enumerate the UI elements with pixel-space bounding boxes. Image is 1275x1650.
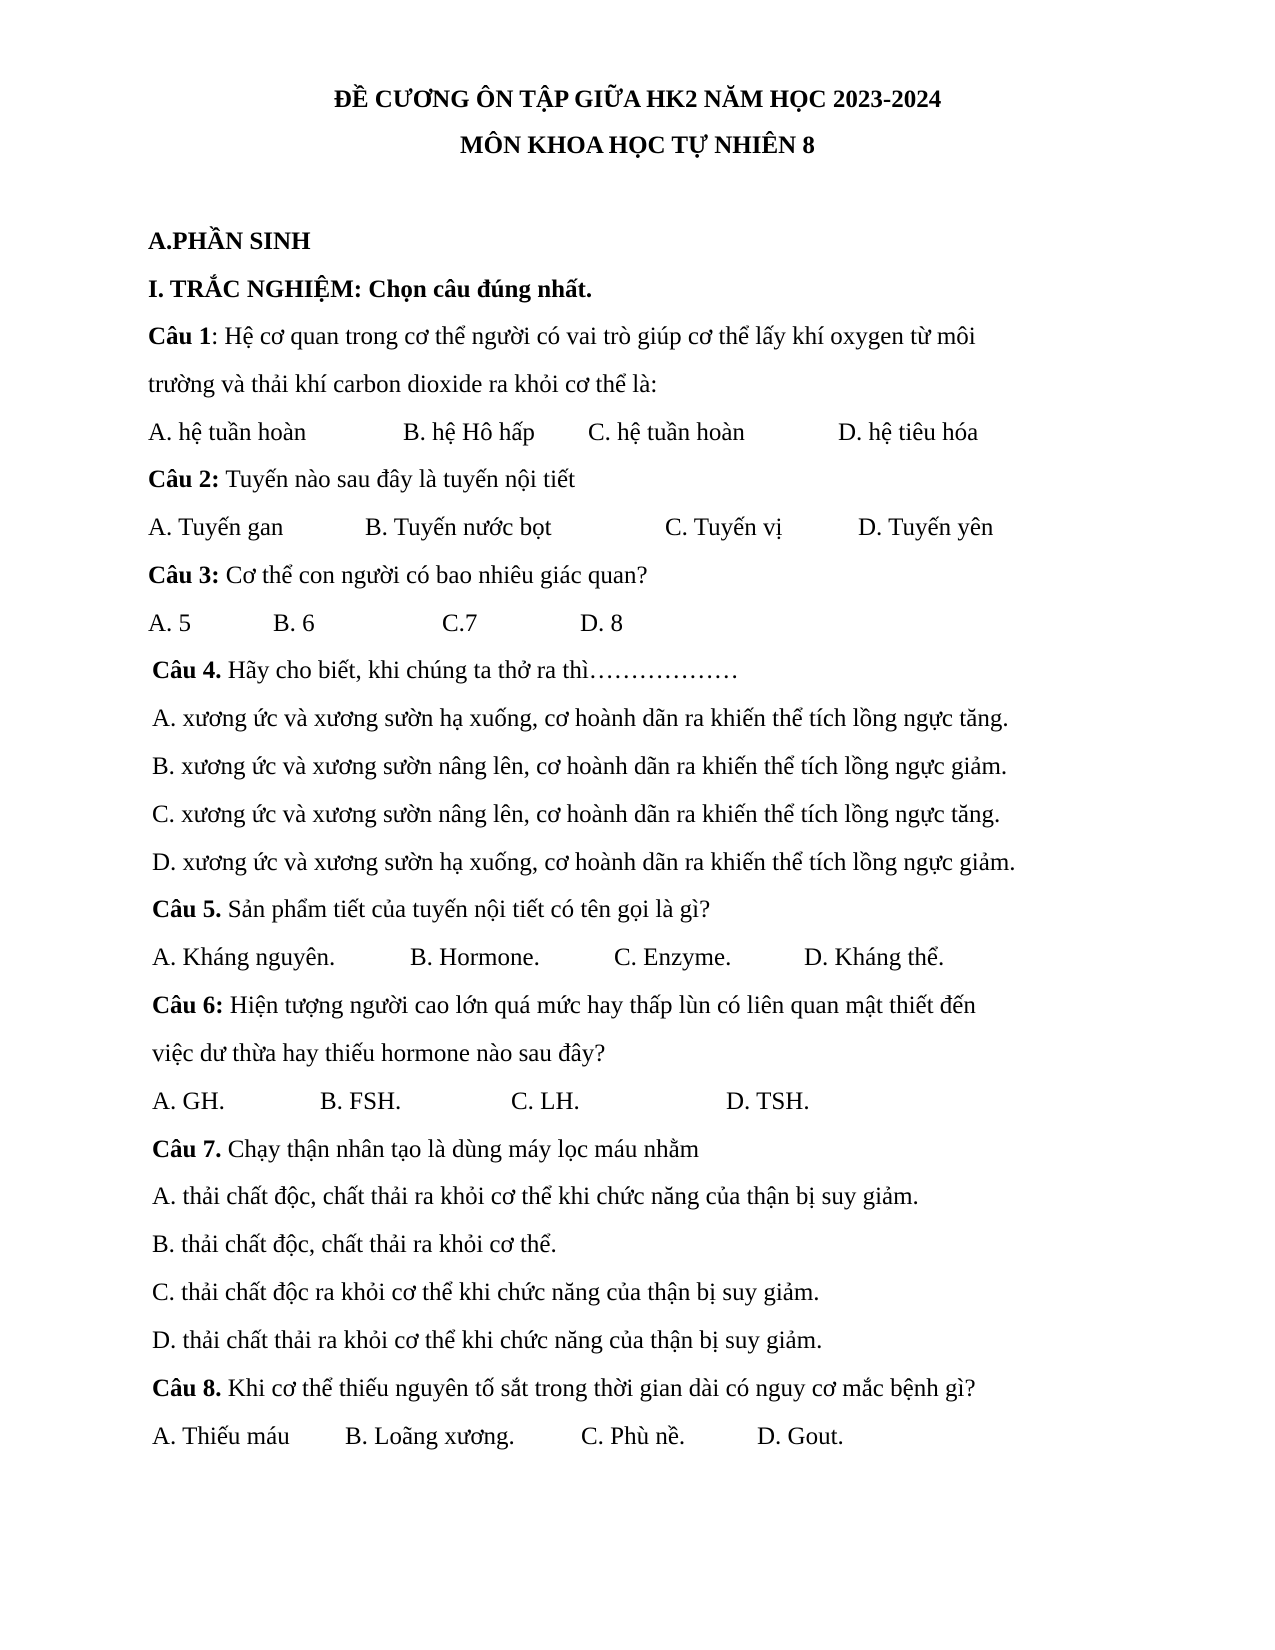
answer-option: B. thải chất độc, chất thải ra khỏi cơ thể. — [152, 1231, 557, 1258]
answer-option: D. hệ tiêu hóa — [838, 419, 979, 446]
question-4 — [152, 656, 739, 686]
answer-option: A. Kháng nguyên. — [152, 944, 336, 971]
question-label: Câu 1 — [148, 323, 212, 350]
question-text: Tuyến nào sau đây là tuyến nội tiết — [219, 466, 576, 493]
subsection-heading — [148, 275, 592, 305]
question-text: : Hệ cơ quan trong cơ thể người có vai trò giúp cơ thể lấy khí oxygen từ môi — [211, 323, 976, 350]
answer-option: D. Kháng thể. — [804, 944, 945, 971]
question-1 — [148, 322, 976, 352]
question-6 — [152, 991, 976, 1021]
question-label: Câu 2: — [148, 466, 220, 493]
answer-option: C. Enzyme. — [614, 944, 732, 971]
answer-option: A. thải chất độc, chất thải ra khỏi cơ thể khi chức năng của thận bị suy giảm. — [152, 1183, 919, 1210]
answer-option: A. Tuyến gan — [148, 514, 284, 541]
answer-option: C. LH. — [511, 1088, 580, 1115]
question-2 — [148, 465, 575, 495]
answer-option: A. Thiếu máu — [152, 1423, 290, 1450]
answer-option: D. Gout. — [757, 1423, 844, 1450]
subsection-label: I. TRẮC NGHIỆM: — [148, 276, 363, 303]
answer-option: C.7 — [442, 610, 478, 637]
answer-option: A. GH. — [152, 1088, 225, 1115]
document-title-line1: ĐỀ CƯƠNG ÔN TẬP GIỮA HK2 NĂM HỌC 2023-2024 — [333, 86, 942, 113]
answer-option: C. xương ức và xương sườn nâng lên, cơ hoành dãn ra khiến thể tích lồng ngực tăng. — [152, 801, 1001, 828]
answer-option: D. TSH. — [726, 1088, 810, 1115]
answer-option: B. Hormone. — [410, 944, 540, 971]
question-8 — [152, 1374, 976, 1404]
question-label: Câu 3: — [148, 562, 220, 589]
answer-option: A. hệ tuần hoàn — [148, 419, 307, 446]
answer-option: A. 5 — [148, 610, 192, 637]
question-5 — [152, 895, 710, 925]
question-text-continued: việc dư thừa hay thiếu hormone nào sau đây? — [152, 1040, 606, 1067]
question-label: Câu 4. — [152, 657, 222, 684]
question-text: Hiện tượng người cao lớn quá mức hay thấp lùn có liên quan mật thiết đến — [223, 992, 976, 1019]
answer-option: B. xương ức và xương sườn nâng lên, cơ hoành dãn ra khiến thể tích lồng ngực giảm. — [152, 753, 1008, 780]
question-text: Chạy thận nhân tạo là dùng máy lọc máu nhằm — [221, 1136, 700, 1163]
document-title-line2: MÔN KHOA HỌC TỰ NHIÊN 8 — [460, 132, 815, 159]
question-label: Câu 7. — [152, 1136, 222, 1163]
question-text: Cơ thể con người có bao nhiêu giác quan? — [219, 562, 648, 589]
answer-option: B. 6 — [273, 610, 315, 637]
answer-option: B. FSH. — [320, 1088, 402, 1115]
answer-option: D. thải chất thải ra khỏi cơ thể khi chức năng của thận bị suy giảm. — [152, 1327, 823, 1354]
question-label: Câu 8. — [152, 1375, 222, 1402]
answer-option: C. Tuyến vị — [665, 514, 783, 541]
answer-option: B. hệ Hô hấp — [403, 419, 535, 446]
answer-option: C. thải chất độc ra khỏi cơ thể khi chức năng của thận bị suy giảm. — [152, 1279, 820, 1306]
answer-option: B. Tuyến nước bọt — [365, 514, 552, 541]
question-text: Hãy cho biết, khi chúng ta thở ra thì……………… — [221, 657, 739, 684]
question-text: Sản phẩm tiết của tuyến nội tiết có tên gọi là gì? — [221, 896, 711, 923]
answer-option: B. Loãng xương. — [345, 1423, 515, 1450]
question-7 — [152, 1135, 699, 1165]
question-text: Khi cơ thể thiếu nguyên tố sắt trong thời gian dài có nguy cơ mắc bệnh gì? — [221, 1375, 976, 1402]
answer-option: D. Tuyến yên — [858, 514, 994, 541]
question-text-continued: trường và thải khí carbon dioxide ra khỏi cơ thể là: — [148, 371, 658, 398]
section-heading: A.PHẦN SINH — [148, 228, 311, 255]
subsection-instruction: Chọn câu đúng nhất. — [368, 276, 593, 303]
answer-option: C. hệ tuần hoàn — [588, 419, 745, 446]
answer-option: D. 8 — [580, 610, 624, 637]
answer-option: D. xương ức và xương sườn hạ xuống, cơ hoành dãn ra khiến thể tích lồng ngực giảm. — [152, 849, 1016, 876]
answer-option: C. Phù nề. — [581, 1423, 686, 1450]
question-3 — [148, 561, 648, 591]
answer-option: A. xương ức và xương sườn hạ xuống, cơ hoành dãn ra khiến thể tích lồng ngực tăng. — [152, 705, 1009, 732]
question-label: Câu 6: — [152, 992, 224, 1019]
question-label: Câu 5. — [152, 896, 222, 923]
